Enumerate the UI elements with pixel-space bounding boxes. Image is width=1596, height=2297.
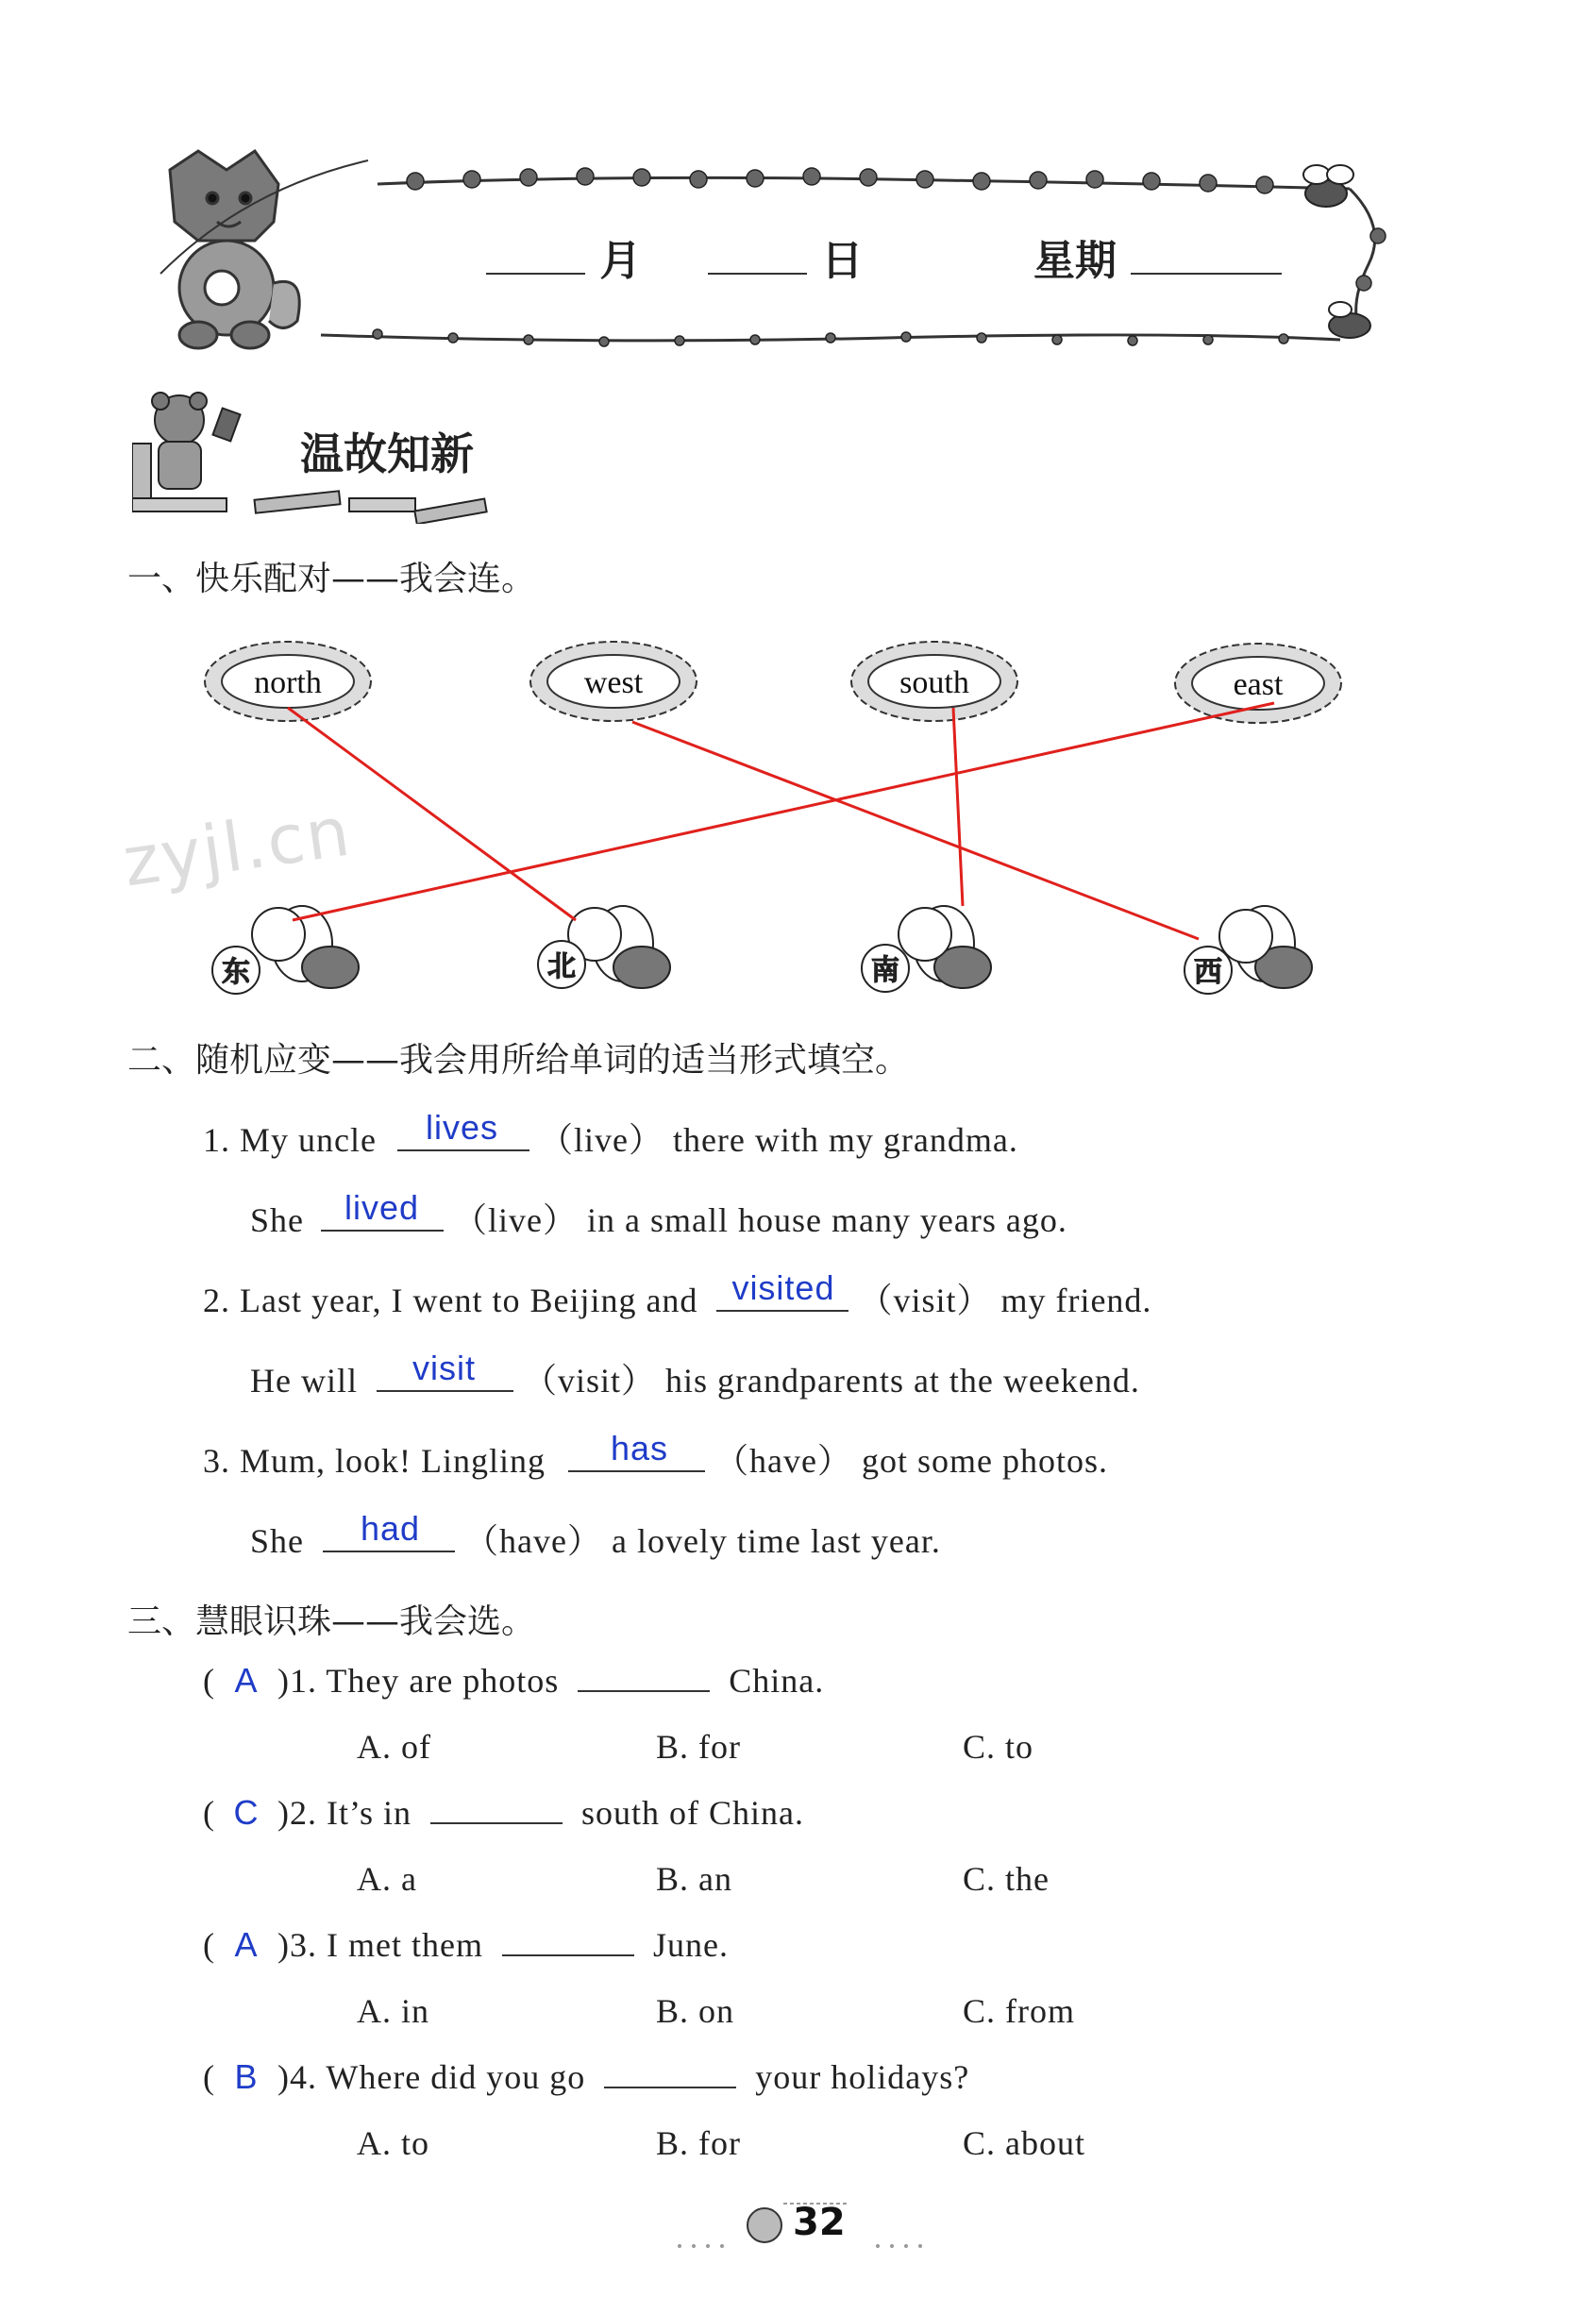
answer-text: visited (731, 1268, 835, 1307)
mc-answer[interactable]: C (233, 1793, 260, 1832)
match-line-west-xi (632, 722, 1199, 939)
answer-blank[interactable] (321, 1188, 444, 1232)
char-nan: 南 (871, 954, 899, 987)
answer-text: visit (412, 1349, 476, 1387)
mc-option[interactable]: C. to (963, 1728, 1034, 1766)
match-line-east-dong (293, 703, 1274, 920)
month-blank[interactable] (486, 273, 585, 275)
question-blank (502, 1954, 634, 1956)
fill-item-2b: He will visit （visit） his grandparents at the weekend. (250, 1349, 1140, 1400)
review-title: 温故知新 (300, 428, 474, 479)
answer-blank[interactable] (377, 1349, 513, 1392)
fill-item-2a: 2. Last year, I went to Beijing and visited （visit） my friend. (203, 1268, 1152, 1319)
mc-option[interactable]: C. about (963, 2124, 1085, 2162)
char-bei: 北 (547, 950, 576, 983)
fill-item-1b: She lived （live） in a small house many years ago. (250, 1188, 1067, 1239)
page-number: 32 (793, 2201, 846, 2244)
answer-text: had (361, 1509, 421, 1548)
mc-question-2: ( C )2. It’s in south of China. (203, 1793, 805, 1832)
mc-option[interactable]: C. from (963, 1992, 1075, 2030)
day-blank[interactable] (708, 273, 807, 275)
char-xi: 西 (1194, 956, 1222, 989)
bee-char-bei (538, 906, 670, 988)
mc-option[interactable]: A. to (357, 2124, 429, 2162)
fox-mascot-icon (160, 151, 368, 348)
answer-text: lives (425, 1108, 498, 1147)
answer-blank[interactable] (397, 1108, 529, 1151)
char-dong: 东 (222, 956, 250, 989)
mc-option[interactable]: A. in (357, 1992, 429, 2030)
word-north: north (254, 665, 322, 700)
fill-item-3b: She had （have） a lovely time last year. (250, 1509, 941, 1560)
month-label: 月 (599, 237, 642, 285)
weekday-label: 星期 (1033, 237, 1117, 285)
day-label: 日 (821, 237, 864, 285)
word-south: south (899, 665, 969, 700)
section3-title: 三、慧眼识珠——我会选。 (127, 1602, 536, 1641)
mc-question-4: ( B )4. Where did you go your holidays? (203, 2057, 970, 2096)
mc-option[interactable]: A. a (357, 1860, 417, 1898)
mc-answer[interactable]: B (234, 2057, 259, 2096)
question-blank (430, 1822, 563, 1824)
question-blank (578, 1690, 710, 1692)
answer-text: has (611, 1429, 669, 1467)
watermark: zyjl.cn (118, 791, 357, 902)
bee-icon (1303, 165, 1353, 207)
answer-blank[interactable] (568, 1429, 705, 1472)
mc-answer[interactable]: A (234, 1661, 259, 1700)
fill-item-3a: 3. Mum, look! Lingling has （have） got some photos. (203, 1429, 1108, 1480)
mc-option[interactable]: B. on (656, 1992, 735, 2030)
answer-blank[interactable] (323, 1509, 455, 1552)
mc-option[interactable]: B. for (656, 2124, 741, 2162)
answer-blank[interactable] (716, 1268, 848, 1312)
word-cloud-south (851, 642, 1017, 721)
date-fields (486, 226, 1282, 287)
fill-item-1a: 1. My uncle lives （live） there with my grandma. (203, 1108, 1018, 1159)
mc-option[interactable]: B. an (656, 1860, 732, 1898)
bee-icon (1329, 302, 1370, 338)
mc-option[interactable]: C. the (963, 1860, 1050, 1898)
bee-char-nan (862, 906, 991, 992)
bee-char-dong (212, 906, 359, 994)
question-blank (604, 2087, 736, 2088)
answer-text: lived (344, 1188, 420, 1227)
word-east: east (1233, 667, 1284, 702)
matching-area (189, 632, 1369, 1019)
mc-option[interactable]: A. of (357, 1728, 431, 1766)
page-footer (670, 2189, 944, 2265)
mc-question-3: ( A )3. I met them June. (203, 1925, 729, 1964)
match-line-south-nan (953, 708, 963, 906)
bee-char-xi (1184, 906, 1312, 994)
section2-title: 二、随机应变——我会用所给单词的适当形式填空。 (127, 1041, 910, 1080)
word-west: west (583, 665, 644, 700)
word-cloud-east (1175, 644, 1341, 723)
weekday-blank[interactable] (1131, 273, 1282, 275)
word-cloud-west (530, 642, 697, 721)
mc-question-1: ( A )1. They are photos China. (203, 1661, 825, 1700)
section1-title: 一、快乐配对——我会连。 (127, 560, 536, 598)
mc-option[interactable]: B. for (656, 1728, 741, 1766)
mc-answer[interactable]: A (234, 1925, 259, 1964)
